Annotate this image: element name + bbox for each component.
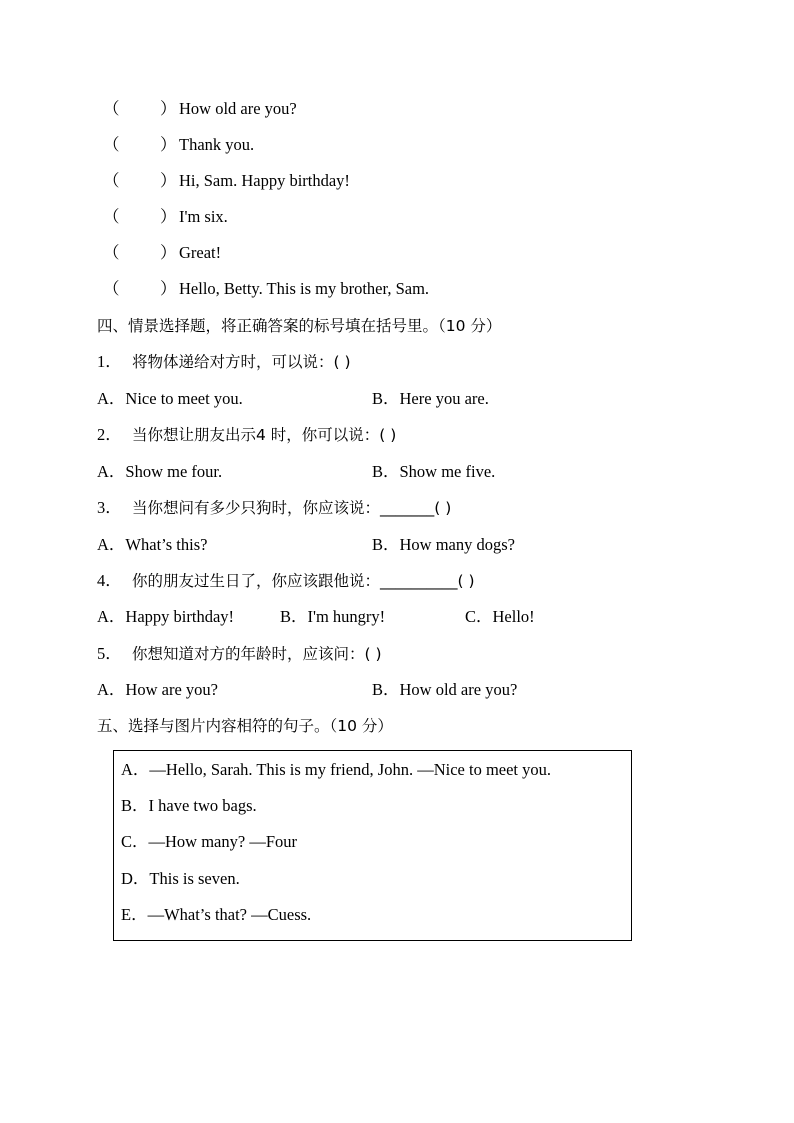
question-number: 5． (97, 644, 122, 663)
option-b: B．How old are you? (372, 680, 518, 699)
answer-paren-left: （ (103, 279, 120, 298)
option-a: A．How are you? (97, 680, 218, 699)
answer-paren-right: ） (160, 171, 177, 190)
dialogue-text: How old are you? (179, 99, 297, 118)
answer-paren-right: ） (160, 99, 177, 118)
section5-heading: 五、选择与图片内容相符的句子。（10 分） (97, 717, 393, 735)
section4-heading: 四、情景选择题，将正确答案的标号填在括号里。（10 分） (97, 317, 502, 335)
question-number: 3． (97, 498, 122, 517)
question-number: 2． (97, 425, 122, 444)
dialogue-text: Thank you. (179, 135, 255, 154)
answer-paren-left: （ (103, 243, 120, 262)
picture-option-a: A．—Hello, Sarah. This is my friend, John. —Nice to meet you. (121, 760, 552, 779)
dialogue-text: Great! (179, 243, 222, 262)
question-stem: 当你想让朋友出示4 时，你可以说：( ) (132, 426, 397, 444)
answer-paren-left: （ (103, 135, 120, 154)
answer-paren-left: （ (103, 207, 120, 226)
option-b: B．How many dogs? (372, 535, 515, 554)
answer-paren-right: ） (160, 279, 177, 298)
answer-paren-left: （ (103, 171, 120, 190)
picture-option-e: E．—What’s that? —Cuess. (121, 905, 312, 924)
answer-paren-left: （ (103, 99, 120, 118)
option-a: A．Happy birthday! (97, 607, 235, 626)
dialogue-text: Hello, Betty. This is my brother, Sam. (179, 279, 430, 298)
question-stem: 当你想问有多少只狗时，你应该说：_______( ) (132, 499, 452, 517)
picture-option-b: B．I have two bags. (121, 796, 257, 815)
question-number: 1． (97, 352, 122, 371)
option-a: A．Show me four. (97, 462, 223, 481)
option-a: A．What’s this? (97, 535, 208, 554)
section5-options-box (113, 750, 632, 941)
option-c: C．Hello! (465, 607, 535, 626)
question-stem: 你想知道对方的年龄时，应该问：( ) (132, 645, 382, 663)
dialogue-text: I'm six. (179, 207, 228, 226)
option-b: B．I'm hungry! (280, 607, 386, 626)
option-a: A．Nice to meet you. (97, 389, 243, 408)
answer-paren-right: ） (160, 243, 177, 262)
question-stem: 你的朋友过生日了，你应该跟他说：__________( ) (132, 572, 475, 590)
answer-paren-right: ） (160, 135, 177, 154)
option-b: B．Here you are. (372, 389, 489, 408)
picture-option-c: C．—How many? —Four (121, 832, 297, 851)
dialogue-text: Hi, Sam. Happy birthday! (179, 171, 350, 190)
question-stem: 将物体递给对方时，可以说：( ) (132, 353, 351, 371)
picture-option-d: D．This is seven. (121, 869, 240, 888)
option-b: B．Show me five. (372, 462, 496, 481)
answer-paren-right: ） (160, 207, 177, 226)
question-number: 4． (97, 571, 122, 590)
